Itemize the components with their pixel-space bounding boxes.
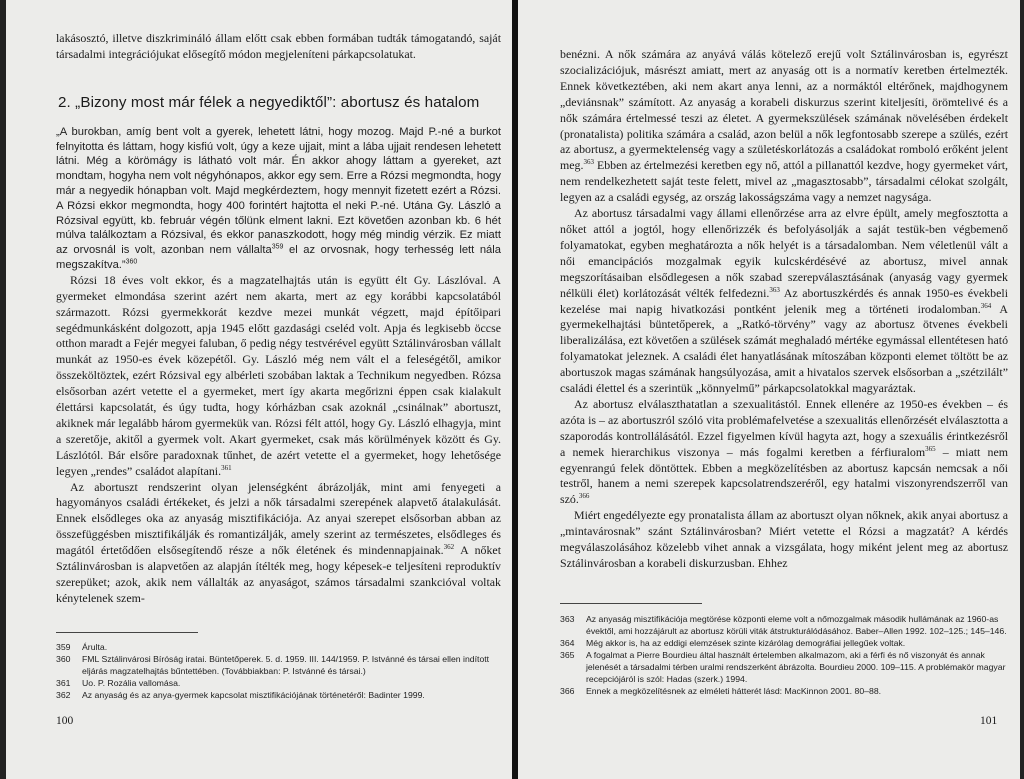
block-quote xyxy=(56,125,501,273)
left-page xyxy=(6,0,512,779)
text-run: benézni. A nők számára az anyává válás kötelező erejű volt Sztálinvárosban is, egyrészt szocializációjuk, másrészt amiatt, mert az anyaság ott is a normatív keretben értelmezték. Ennek következtében, aki nem akart anya lenni, az a normáktól eltérőnek, majdhogynem „deviánsnak” számított. Az anyaság a korabeli diskurzus szerint kiteljesíti, örömtelivé és a nők számára értelmessé teszi az életet. A gyermekszülések számának növelésében érdekelt (pronatalista) politika számára a család, azon belül a nők legfontosabb szerepe a szülés, ezért az abortusz, a gyermektelenség vagy a születéskorlátozás a családokat romboló erőként jelent meg. xyxy=(560,47,1008,173)
footnote: 360 FML Sztálinvárosi Bíróság iratai. Büntetőperek. 5. d. 1959. III. 144/1959. P. Istvánné és társai ellen indított eljárás magzatelhajtás bűntettében. (Továbbiakban: P. Istvánné és társai.) xyxy=(56,654,490,676)
footnote: 359 Árulta. xyxy=(56,642,108,652)
right-footnotes xyxy=(560,613,1008,697)
right-paragraph xyxy=(560,206,1008,397)
text-run: A gyermekelhajtási büntetőperek, a „Ratkó-törvény” vagy az abortusz ötvenes évekbeli liberalizálása, ezt követően a szülések számát meghaladó mértéke egymással ellentétesen ható folyamatokat jeleznek. A családi élet hanyatlásának mítoszában központi elemet töltött be az abortuszok magas számának hangsúlyozása, amit a hivatalos szervek elsősorban a „szétzilált” családi élettel és a szerintük „könnyelmű” párkapcsolatokkal magyaráztak. xyxy=(560,301,1009,396)
footnote-ref[interactable]: 363 xyxy=(769,285,780,294)
text-run: Az abortusz elválaszthatatlan a szexualitástól. Ennek ellenére az 1950-es években – és azóta is – az abortuszról szóló vita problémafelvetése a szexualitás ellenőrzését elválasztotta a szaporodás kontrollálásától. Ezzel figyelmen kívül hagyta azt, hogy a szexuális érintkezésről a nemek hierarchikus viszonya – más fogalmi keretben a férfiuralom xyxy=(560,396,1008,459)
text-run: Az abortuszkérdés és annak 1950-es évekbeli kezelése mai napig hivatkozási pontként jelenik meg a történeti irodalomban. xyxy=(560,285,1008,316)
footnote: 365 A fogalmat a Pierre Bourdieu által használt értelemben alkalmazom, aki a férfi és nő viszonyát és annak jelenését a társadalmi térben uralmi rendszerként ábrázolta. Bourdieu 2000. 109–115. A problémakör magyar recepciójáról is szól: Hadas (szerk.) 1994. xyxy=(560,650,1006,684)
footnote: 363 Az anyaság misztifikációja megtörése központi eleme volt a nőmozgalmak második hullámának az 1960-as évektől, ami hozzájárult az abortusz körüli viták átstrukturálódásához. Baber–Allen 1992. 102–125.; 145–146. xyxy=(560,614,1007,636)
footnote-ref[interactable]: 363 xyxy=(583,158,594,167)
right-paragraph xyxy=(560,508,1008,572)
right-paragraph xyxy=(560,47,1008,206)
left-main-text xyxy=(56,31,501,607)
section-heading xyxy=(58,94,501,111)
left-footnotes xyxy=(56,641,504,701)
text-run: lakásosztó, illetve diszkrimináló állam előtt csak ebben formában tudták támogatandó, saját társadalmi integrációjukat elősegítő módon megjeleníteni párkapcsolatukat. xyxy=(56,31,501,61)
text-run: Rózsi 18 éves volt ekkor, és a magzatelhajtás után is együtt élt Gy. Lászlóval. A gyermeket elmondása szerint azért nem akarta, mert az egy korábbi kapcsolatából származott. Rózsi gyermekkorát kezdve mezei munkát végzett, majd építőipari segédmunkásként dolgozott, apja 1945 előtt gazdasági cseléd volt. Apja és legkisebb öccse otthon maradt a Fejér megyei faluban, ő pedig négy testvérével együtt Sztálinvárosban vállalt munkát az 1950-es évek közepétől. Gy. László még nem vált el a feleségétől, amikor összeköltöztek, ezért Rózsival egy albérleti szobában laktak a Technikum negyedben. Rózsa elsősorban azért vetette el a gyermeket, mert így akarta megőrizni éppen csak kialakult élettársi kapcsolatát, és úgy tudta, hogy kórházban csak azoknál „csinálnak” abortuszt, akiknek már legalább három gyermekük van. Rózsi félt attól, hogy Gy. László elhagyja, mint a szeretője, akitől a gyermek volt. Akart gyermeket, csak más körülmények között és Gy. Lászlótól. Bár elsőre paradoxnak tűnhet, de azért vetette el a gyermeket, hogy lehetősége legyen „rendes” családot alapítani. xyxy=(56,272,501,478)
footnote-ref[interactable]: 366 xyxy=(578,492,590,501)
text-run: – miatt nem egyenrangú felek döntöttek. Ebben a megközelítésben az abortusz kapcsán nemcsak a női testről, hanem a nemi szerepek kapcsolatrendszeréről, egy hatalmi viszonyrendszerről van szó. xyxy=(560,444,1008,507)
footnote-divider xyxy=(56,632,198,633)
right-page xyxy=(518,0,1020,779)
footnote: 366 Ennek a megközelítésnek az elméleti hátterét lásd: MacKinnon 2001. 80–88. xyxy=(560,686,882,696)
right-paragraph xyxy=(560,397,1008,508)
text-run: Miért engedélyezte egy pronatalista állam az abortuszt olyan nőknek, akik anyai abortusz a „mintavárosnak” szánt Sztálinvárosban? Miért vetette el Rózsi a magzatát? A kérdés megválaszolásához közelebb vihet annak a vizsgálata, hogy miként jelent meg az abortusz Sztálinvárosban a korabeli diskurzusban. Ehhez xyxy=(560,508,1008,570)
right-main-text xyxy=(560,47,1008,572)
text-run: 2. „Bizony most már félek a negyediktől”: abortusz és hatalom xyxy=(58,93,480,111)
footnote: 364 Még akkor is, ha az eddigi elemzések szinte kizárólag demográfiai jellegűek voltak. xyxy=(560,638,906,648)
page-number: 100 xyxy=(56,715,74,727)
text-run: Ebben az értelmezési keretben egy nő, attól a pillanattól kezdve, hogy gyermeket várt, nem rendelkezhetett saját teste felett, mivel az „magasztosabb”, társadalmi célokat szolgált, legyen az a családi egység, az ország lakosságszáma vagy a nemzet nagysága. xyxy=(560,158,1008,205)
text-run: el az orvosnak, hogy terhesség lett nála megszakítva.” xyxy=(56,244,501,271)
footnote-divider xyxy=(560,603,702,604)
text-run: Az abortuszt rendszerint olyan jelenségként ábrázolják, mint ami fenyegeti a hagyományos családi értékeket, és jelzi a nők társadalmi szerepének alapvető átalakulását. Ennek elsődleges oka az anyaság misztifikációja. Az anyai szerepet elsősorban abban az összefüggésben misztifikálják és romantizálják, amely szerint az természetes, elsődleges és magától értetődően elsősegítendő része a nők életének és mindennapjainak. xyxy=(56,479,501,558)
footnote-ref[interactable]: 364 xyxy=(980,301,992,310)
left-paragraph xyxy=(56,480,501,607)
footnote-ref[interactable]: 362 xyxy=(443,543,455,552)
footnote-ref[interactable]: 360 xyxy=(125,258,138,266)
footnote-ref[interactable]: 365 xyxy=(925,444,936,453)
text-run: A nőket Sztálinvárosban is alapvetően az alapján ítélték meg, hogy képesek-e teljesíteni reproduktív szerepüket; azok, akik nem vállalták az anyaságot, számos társadalmi szankcióval voltak kénytelenek szem- xyxy=(56,543,501,605)
text-run: „A burokban, amíg bent volt a gyerek, lehetett látni, hogy mozog. Majd P.-né a burkot felnyitotta és láttam, hogy kisfiú volt, úgy a keze ujjait, mint a lába ujjait rendesen lehetett látni. Még a körömágy is látható volt már. Én akkor ahogy láttam a gyereket, azt mondtam, hogyha nem volt négyhónapos, akkor egy sem. Erre a Rózsi megmondta, hogy már a negyedik hónapban volt. Majd megkérdeztem, hogy mennyit fizetett ezért a Rózsi. A Rózsi ekkor megmondta, hogy 400 forintért hajtotta el neki P.-né. Utána Gy. László a Rózsival együtt, kb. február végén tőlünk elment lakni. Ezt követően azonban kb. 6 hét múlva találkoztam a Rózsival, és ekkor panaszkodott, hogy még mindig vérzik. Ez miatt az orvosnál is volt, azonban nem vállalta xyxy=(56,125,501,257)
text-run: Az abortusz társadalmi vagy állami ellenőrzése arra az elvre épült, amely megfosztotta a nőket attól a jogtól, hogy ellenőrizzék és befolyásolják a saját testük-ben végbemenő folyamatokat, egyben meghatározta a nők helyét is a társadalomban. Nem véletlenül vált a női emancipációs mozgalmak egyik kulcskérdésévé az abortusz, mivel annak megszorításaiban elsődlegesen a nők szabad szerepválasztásának (anyaság vagy gyermek nélküli élet) korlátozását vélték felfedezni. xyxy=(560,206,1008,300)
page-number: 101 xyxy=(980,715,998,727)
left-paragraph xyxy=(56,31,501,63)
footnote-ref[interactable]: 361 xyxy=(221,463,232,472)
footnote: 362 Az anyaság és az anya-gyermek kapcsolat misztifikációjának történetéről: Badinter 1999. xyxy=(56,690,425,700)
footnote: 361 Uo. P. Rozália vallomása. xyxy=(56,678,181,688)
book-edge-right xyxy=(1020,0,1024,779)
footnote-ref[interactable]: 359 xyxy=(271,243,284,251)
left-paragraph xyxy=(56,273,501,480)
